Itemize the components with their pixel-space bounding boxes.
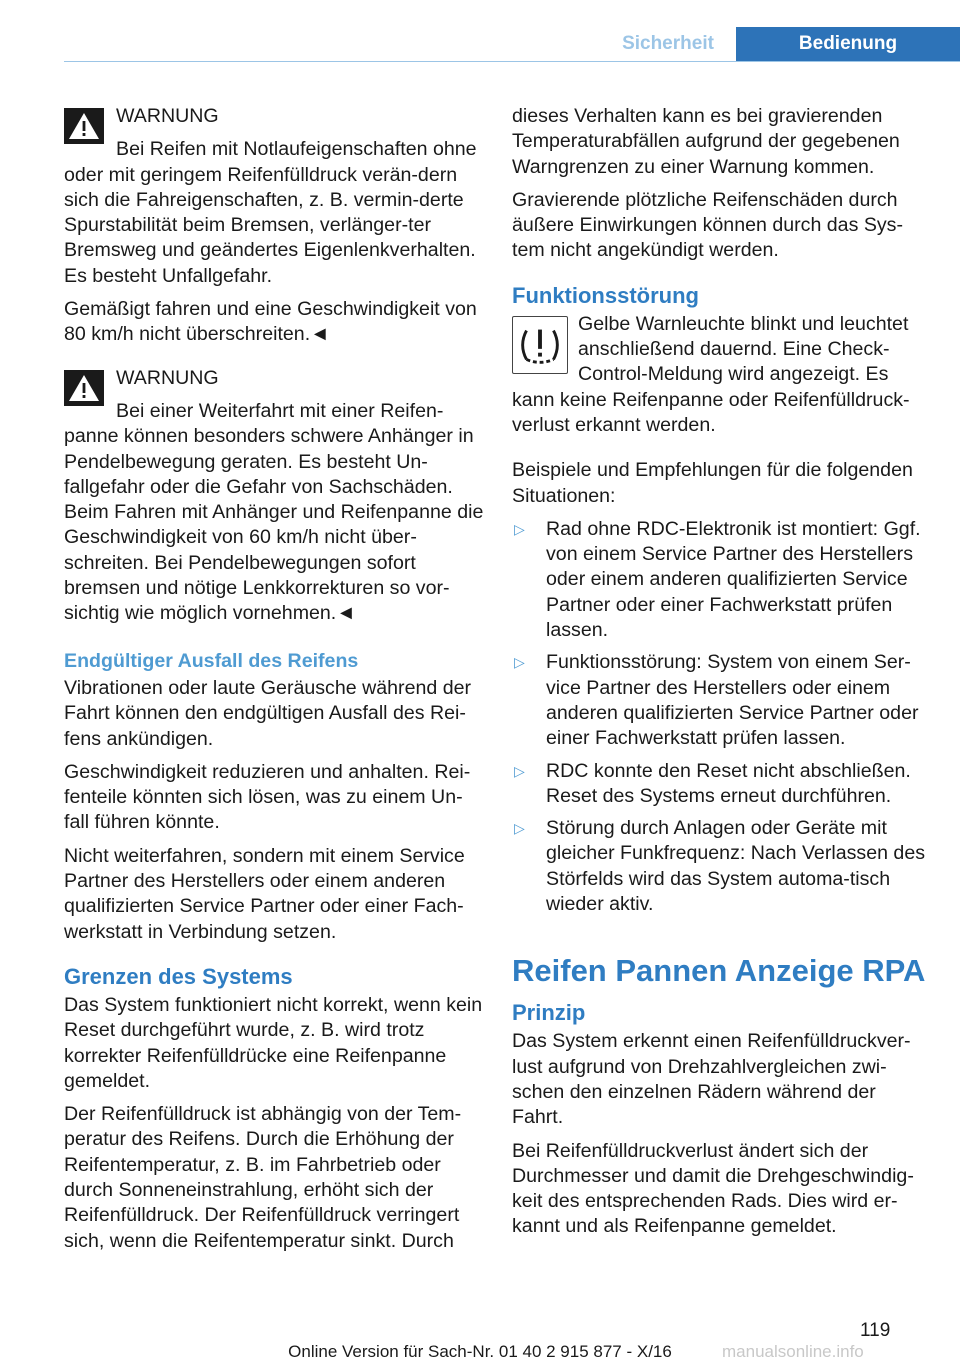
paragraph: dieses Verhalten kann es bei gravierenden Temperaturabfällen aufgrund der gegebenen Warngrenzen zu einer Warnung kommen.: [512, 105, 900, 178]
paragraph: Bei Reifenfülldruckverlust ändert sich der Durchmesser und damit die Drehgeschwindig‐keit des entsprechenden Rads. Dies wird er‐kannt und als Reifenpanne gemeldet.: [512, 1139, 914, 1238]
warning-block-1: [64, 104, 484, 348]
left-column: [64, 104, 484, 1262]
paragraph: Der Reifenfülldruck ist abhängig von der Tem‐peratur des Reifens. Durch die Erhöhung der Reifentemperatur, z. B. im Fahrbetrieb oder durch Sonneneinstrahlung, erhöht sich der Reifenfülldruck. Der Reifenfülldruck verringert sich, wenn die Reifentemperatur sinkt. Durch: [64, 1103, 462, 1252]
list-item: ▷ Störung durch Anlagen oder Geräte mit gleicher Funkfrequenz: Nach Verlassen des Störfelds wird das System automa‐tisch wieder aktiv.: [514, 817, 926, 916]
warning-block-2: [64, 366, 484, 627]
triangle-bullet-icon: ▷: [514, 762, 525, 779]
warning-title: WARNUNG: [116, 366, 219, 389]
list-item: ▷ RDC konnte den Reset nicht abschließen. Reset des Systems erneut durchführen.: [514, 759, 911, 807]
heading-grenzen-des-systems: Grenzen des Systems: [64, 963, 293, 989]
warning-triangle-icon: [64, 370, 104, 406]
watermark: manualsonline.info: [722, 1342, 864, 1361]
online-version-note: Online Version für Sach-Nr. 01 40 2 915 877 - X/16: [288, 1342, 672, 1361]
header-rule: [64, 61, 960, 62]
paragraph: Das System funktioniert nicht korrekt, wenn kein Reset durchgeführt wurde, z. B. wird trotz korrekter Reifenfülldrücke eine Reifenpanne gemeldet.: [64, 993, 483, 1092]
triangle-bullet-icon: ▷: [514, 520, 525, 537]
warning-triangle-icon: [64, 108, 104, 144]
stoerung-block: [512, 312, 930, 438]
paragraph: Gravierende plötzliche Reifenschäden durch äußere Einwirkungen können durch das Sys‐tem nicht angekündigt werden.: [512, 188, 904, 262]
heading-prinzip: Prinzip: [512, 1000, 586, 1026]
situation-list: [512, 517, 930, 917]
warning-body: Bei einer Weiterfahrt mit einer Reifen‐panne können besonders schwere Anhänger in Pendelbewegung geraten. Es besteht Un‐fallgefahr oder die Gefahr von Sachschäden. Beim Fahren mit Anhänger und Reifenpanne die Geschwindigkeit von 60 km/h nicht über‐schreiten. Bei Pendelbewegungen sofort bremsen und nötige Lenkkorrekturen so vor‐sichtig wie möglich vornehmen.◄: [64, 399, 484, 625]
right-column: [512, 104, 930, 1248]
paragraph: Das System erkennt einen Reifenfülldruckver‐lust aufgrund von Drehzahlvergleichen zwi‐schen den einzelnen Rädern während der Fahrt.: [512, 1030, 911, 1129]
paragraph: Vibrationen oder laute Geräusche während der Fahrt können den endgültigen Ausfall des Rei‐fens ankündigen.: [64, 676, 472, 750]
tire-pressure-warning-icon: [512, 316, 568, 374]
warning-body: Bei Reifen mit Notlaufeigenschaften ohne oder mit geringem Reifenfülldruck verän‐dern sich die Fahreigenschaften, z. B. vermin‐derte Spurstabilität beim Bremsen, verlänger‐ter Bremsweg und geändertes Eigenlenkverhalten. Es besteht Unfallgefahr.: [64, 138, 477, 287]
paragraph: Geschwindigkeit reduzieren und anhalten. Rei‐fenteile könnten sich lösen, was zu einem Un‐fall führen könnte.: [64, 760, 471, 834]
list-item: ▷ Funktionsstörung: System von einem Ser‐vice Partner des Herstellers oder einem anderen qualifizierten Service Partner oder einer Fachwerkstatt prüfen lassen.: [514, 651, 919, 750]
list-item: ▷ Rad ohne RDC-Elektronik ist montiert: Ggf. von einem Service Partner des Herstellers oder einem anderen qualifizierten Service Partner oder einer Fachwerkstatt prüfen lassen.: [514, 517, 921, 642]
header-tab-bedienung: Bedienung: [736, 27, 960, 61]
triangle-bullet-icon: ▷: [514, 654, 525, 671]
heading-reifen-pannen-anzeige: Reifen Pannen Anzeige RPA: [512, 953, 926, 989]
paragraph: Beispiele und Empfehlungen für die folgenden Situationen:: [512, 459, 913, 507]
header-tab-sicherheit: Sicherheit: [622, 33, 714, 54]
warning-extra: Gemäßigt fahren und eine Geschwindigkeit von 80 km/h nicht überschreiten.◄: [64, 298, 477, 346]
triangle-bullet-icon: ▷: [514, 820, 525, 837]
paragraph: Gelbe Warnleuchte blinkt und leuchtet anschließend dauernd. Eine Check-Control-Meldung wird angezeigt. Es kann keine Reifenpanne oder Reifenfülldruck‐verlust erkannt werden.: [512, 312, 910, 436]
page-number: 119: [860, 1320, 891, 1341]
paragraph: Nicht weiterfahren, sondern mit einem Service Partner des Herstellers oder einem anderen qualifizierten Service Partner oder einer Fach‐werkstatt in Verbindung setzen.: [64, 844, 465, 943]
heading-endgueltiger-ausfall: Endgültiger Ausfall des Reifens: [64, 649, 359, 672]
warning-title: WARNUNG: [116, 105, 219, 127]
heading-funktionsstoerung: Funktionsstörung: [512, 282, 699, 308]
